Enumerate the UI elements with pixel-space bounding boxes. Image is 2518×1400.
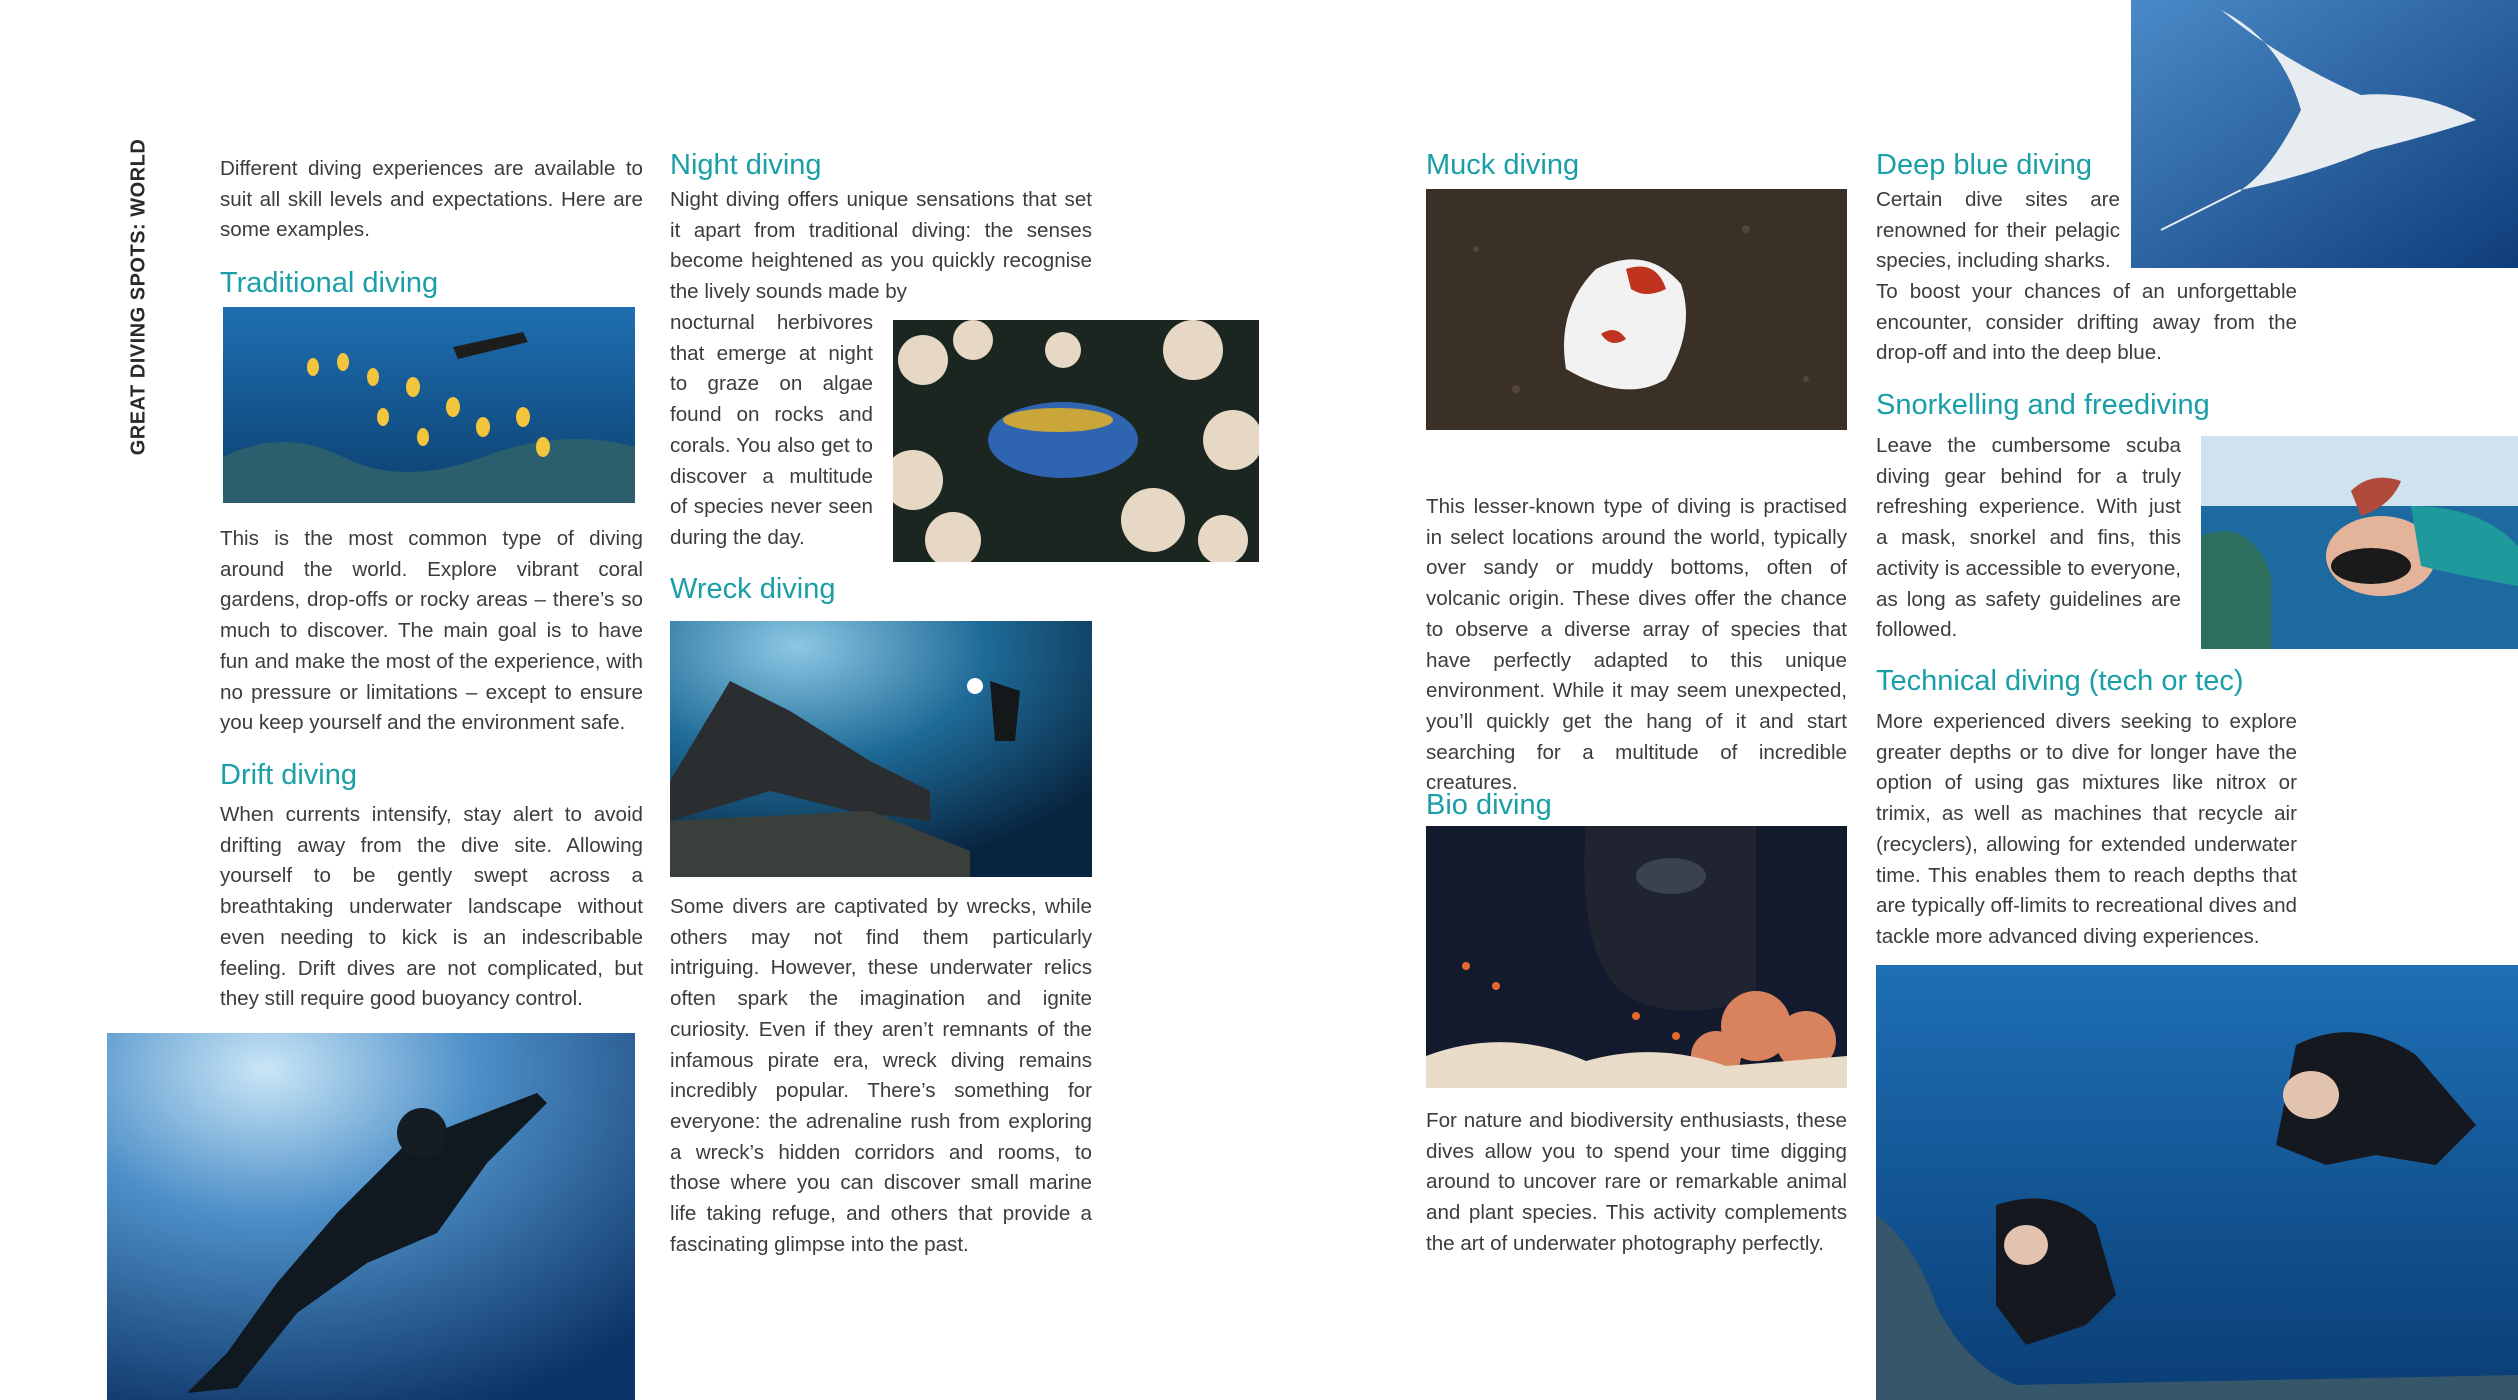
drift-diving-photo — [107, 1033, 635, 1400]
night-heading: Night diving — [670, 149, 822, 181]
technical-diving-photo — [1876, 965, 2518, 1400]
drift-text: When currents intensify, stay alert to avoid drifting away from the dive site. Allowing yourself to be gently swept across a breathtaking underwater landscape without even needing to kick is an indescribable feeling. Drift dives are not complicated, but they still require good buoyancy control. — [220, 803, 643, 1011]
wreck-diving-photo — [670, 621, 1092, 877]
wreck-heading: Wreck diving — [670, 573, 836, 605]
bio-text: For nature and biodiversity enthusiasts, these dives allow you to spend your time digging around to uncover rare or remarkable animal and plant species. This activity complements the art of underwater photography perfectly. — [1426, 1109, 1847, 1255]
intro-text: Different diving experiences are available to suit all skill levels and expectations. Here are some examples. — [220, 157, 643, 242]
bio-diving-photo — [1426, 826, 1847, 1088]
traditional-text: This is the most common type of diving around the world. Explore vibrant coral gardens, drop-offs or rocky areas – there’s so much to discover. The main goal is to have fun and make the most of the experience, with no pressure or limitations – except to ensure you keep yourself and the environment safe. — [220, 527, 643, 735]
muck-text: This lesser-known type of diving is practised in select locations around the world, typically over sandy or muddy bottoms, often of volcanic origin. These dives offer the chance to observe a diverse array of species that have perfectly adapted to this unique environment. While it may seem unexpected, you’ll quickly get the hang of it and start searching for a multitude of incredible creatures. — [1426, 495, 1847, 795]
deepblue-heading: Deep blue diving — [1876, 149, 2093, 181]
technical-text: More experienced divers seeking to explore greater depths or to dive for longer have the option of using gas mixtures like nitrox or trimix, as well as machines that recycle air (recyclers), allowing for extended underwater time. This enables them to reach depths that are typically off-limits to recreational dives and tackle more advanced diving experiences. — [1876, 710, 2297, 948]
night-text-wide: Night diving offers unique sensations that set it apart from traditional diving: the senses become heightened as you quickly recognise the lively sounds made by — [670, 188, 1092, 304]
traditional-heading: Traditional diving — [220, 267, 439, 299]
night-text-narrow: nocturnal herbivores that emerge at night to graze on algae found on rocks and corals. You also get to discover a multitude of species never seen during the day. — [670, 311, 873, 549]
snorkel-text: Leave the cumbersome scuba diving gear behind for a truly refreshing experience. With just a mask, snorkel and fins, this activity is accessible to everyone, as long as safety guidelines are followed. — [1876, 434, 2181, 642]
night-diving-photo — [893, 320, 1259, 562]
muck-diving-photo — [1426, 189, 1847, 430]
manta-ray-photo — [2131, 0, 2518, 268]
spine-label — [122, 138, 156, 456]
deepblue-text-wide: To boost your chances of an unforgettable encounter, consider drifting away from the drop-off and into the deep blue. — [1876, 280, 2297, 365]
bio-heading: Bio diving — [1426, 789, 1552, 821]
muck-heading: Muck diving — [1426, 149, 1580, 181]
deepblue-text-narrow: Certain dive sites are renowned for their pelagic species, including sharks. — [1876, 188, 2120, 273]
traditional-diving-photo — [223, 307, 635, 503]
technical-heading: Technical diving (tech or tec) — [1876, 665, 2244, 697]
drift-heading: Drift diving — [220, 759, 357, 791]
wreck-text: Some divers are captivated by wrecks, while others may not find them particularly intriguing. However, these underwater relics often spark the imagination and ignite curiosity. Even if they aren’t remnants of the infamous pirate era, wreck diving remains incredibly popular. There’s something for everyone: the adrenaline rush from exploring a wreck’s hidden corridors and rooms, to those where you can discover small marine life taking refuge, and others that provide a fascinating glimpse into the past. — [670, 895, 1092, 1256]
snorkel-heading: Snorkelling and freediving — [1876, 389, 2210, 421]
snorkelling-photo — [2201, 436, 2518, 649]
spine-label-text: GREAT DIVING SPOTS: WORLD — [127, 138, 150, 456]
